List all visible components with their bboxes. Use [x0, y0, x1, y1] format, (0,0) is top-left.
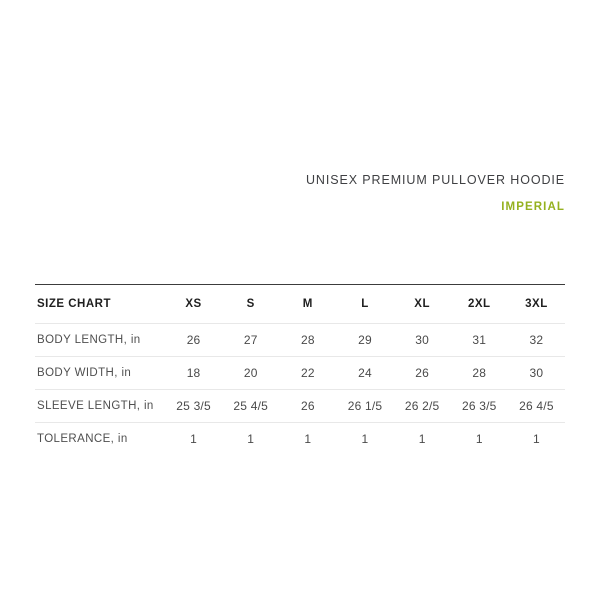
measurement-value: 24 [358, 366, 372, 380]
table-row [35, 324, 565, 357]
size-column-header: 2XL [467, 298, 491, 310]
measurement-value: 32 [529, 333, 544, 347]
size-chart-header-row [35, 285, 565, 324]
size-column-header: XL [414, 298, 430, 310]
measurement-value: 20 [243, 366, 258, 380]
measurement-value: 28 [300, 333, 315, 347]
measurement-value: 25 3/5 [176, 399, 211, 413]
size-column-header: S [246, 298, 255, 310]
measurement-value: 29 [358, 333, 372, 347]
measurement-value: 31 [472, 333, 487, 347]
measurement-value: 26 3/5 [461, 399, 497, 413]
measurement-label: TOLERANCE, in [37, 433, 128, 446]
measurement-value: 30 [415, 333, 429, 347]
measurement-value: 1 [532, 432, 540, 447]
product-header [306, 173, 565, 214]
table-row [35, 390, 565, 423]
size-chart-corner-label: SIZE CHART [37, 298, 111, 310]
size-column-header: M [302, 298, 313, 310]
measurement-value: 1 [361, 432, 369, 447]
measurement-value: 26 [415, 366, 429, 380]
measurement-value: 1 [418, 432, 426, 447]
measurement-value: 1 [190, 432, 197, 447]
table-row [35, 357, 565, 390]
measurement-value: 26 [186, 333, 201, 347]
size-column-header: 3XL [525, 298, 548, 310]
measurement-value: 26 [300, 399, 315, 413]
measurement-value: 18 [186, 366, 201, 380]
product-title: UNISEX PREMIUM PULLOVER HOODIE [306, 173, 565, 187]
measurement-value: 1 [247, 432, 255, 447]
size-chart-body [35, 324, 565, 456]
measurement-value: 25 4/5 [233, 399, 268, 413]
measurement-value: 26 4/5 [519, 399, 554, 413]
size-column-header: XS [185, 298, 202, 310]
measurement-value: 27 [243, 333, 258, 347]
unit-system-label: IMPERIAL [501, 201, 565, 213]
measurement-label: SLEEVE LENGTH, in [37, 400, 154, 412]
table-row [35, 423, 565, 456]
size-chart-section [35, 284, 565, 456]
size-chart-head [35, 285, 565, 324]
measurement-value: 22 [300, 366, 315, 380]
measurement-value: 1 [475, 432, 483, 447]
measurement-value: 28 [472, 366, 487, 380]
measurement-label: BODY WIDTH, in [37, 367, 132, 379]
measurement-label: BODY LENGTH, in [37, 334, 141, 346]
measurement-value: 26 2/5 [404, 399, 440, 413]
size-column-header: L [361, 298, 369, 310]
size-chart-table [35, 284, 565, 456]
measurement-value: 30 [529, 366, 544, 380]
measurement-value: 26 1/5 [347, 399, 383, 413]
measurement-value: 1 [304, 432, 312, 447]
